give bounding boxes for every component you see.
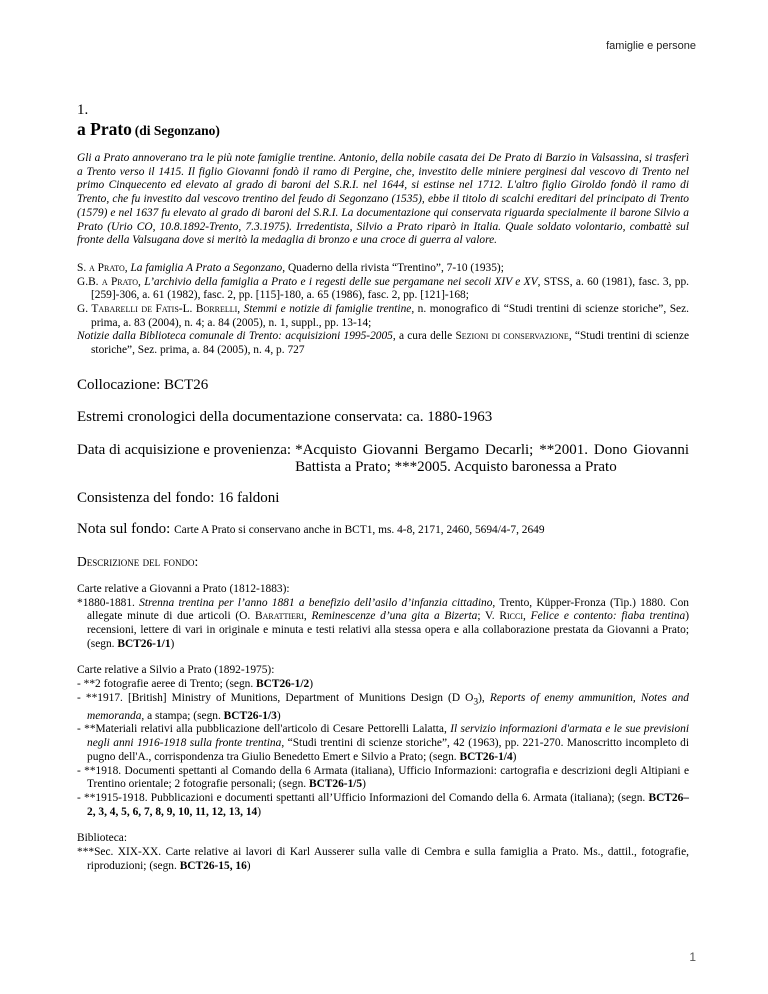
- running-header: famiglie e persone: [606, 40, 696, 52]
- bib-title: Notizie dalla Biblioteca comunale di Trento: acquisizioni 1995-2005: [77, 330, 393, 343]
- nota-label: Nota sul fondo:: [77, 520, 171, 537]
- bibliography-item: G.B. a Prato, L’archivio della famiglia a Prato e i regesti delle sue pergamane nei secoli XIV e XV, STSS, a. 60 (1981), fasc. 3, pp. [259]-306, a. 61 (1982), fasc. 2, pp. [115]-180, a. 65 (1986), fasc. 2, pp. [121]-168;: [77, 275, 689, 302]
- section-title: Carte relative a Silvio a Prato (1892-1975):: [77, 664, 275, 677]
- field-acquisizione: [77, 442, 689, 476]
- page-number: 1: [689, 950, 696, 964]
- list-item: - **2 fotografie aeree di Trento; (segn. BCT26-1/2): [77, 678, 314, 691]
- field-nota: [77, 521, 689, 539]
- list-item: - **1917. [British] Ministry of Munitions, Department of Munitions Design (D $O_3$), Reports of enemy ammunition, Notes and memoranda, a stampa; (segn. BCT26-1/3): [77, 691, 689, 722]
- section-silvio: [77, 664, 689, 819]
- shelfmark: BCT26-1/4: [459, 750, 513, 763]
- list-item: - **Materiali relativi alla pubblicazione dell'articolo di Cesare Pettorelli Lalatta, Il servizio informazioni d'armata e le sue previsioni negli anni 1916-1918 sulla fronte trentina, “Studi trentini di scienze storiche”, 42 (1963), pp. 221-270. Manoscritto incompleto di pugno dell'A., corrispondenza tra Giulio Benedetto Emert e Silvio a Prato; (segn. BCT26-1/4): [77, 723, 690, 763]
- entry-title: [77, 119, 689, 142]
- bib-author: G. Tabarelli de Fatis-L. Borrelli: [77, 303, 238, 316]
- list-item: ***Sec. XIX-XX. Carte relative ai lavori di Karl Ausserer sulla valle di Cembra e sulla famiglia a Prato. Ms., dattil., fotografie, riproduzioni; (segn. BCT26-15, 16): [77, 846, 689, 872]
- bibliography: [77, 262, 689, 358]
- bib-title: La famiglia A Prato a Segonzano: [130, 261, 283, 274]
- entry-name: a Prato: [77, 119, 132, 139]
- field-consistenza: Consistenza del fondo: 16 faldoni: [77, 489, 280, 506]
- nota-value: Carte A Prato si conservano anche in BCT1, ms. 4-8, 2171, 2460, 5694/4-7, 2649: [174, 523, 545, 536]
- description-heading: Descrizione del fondo:: [77, 553, 199, 569]
- shelfmark: BCT26-1/3: [223, 709, 277, 722]
- bib-title: Stemmi e notizie di famiglie trentine: [243, 303, 412, 316]
- shelfmark: BCT26-15, 16: [179, 859, 247, 872]
- bib-author: S. a Prato: [77, 261, 125, 274]
- shelfmark: BCT26-1/2: [256, 678, 310, 691]
- list-item: - **1918. Documenti spettanti al Comando della 6 Armata (italiana), Ufficio Informazioni: cartografia e descrizioni degli Altipiani e Trentino orientale; 2 fotografie personali; (segn. BCT26-1/5): [77, 764, 689, 791]
- section-biblioteca: [77, 832, 689, 873]
- entry-number: 1.: [77, 102, 89, 118]
- section-title: Biblioteca:: [77, 832, 127, 845]
- entry-subtitle: (di Segonzano): [134, 123, 220, 138]
- acquisizione-value: *Acquisto Giovanni Bergamo Decarli; **2001. Dono Giovanni Battista a Prato; ***2005. Acquisto baronessa a Prato: [295, 441, 689, 475]
- shelfmark: BCT26-1/5: [308, 778, 363, 791]
- section-giovanni: [77, 583, 689, 652]
- acquisizione-label: Data di acquisizione e provenienza:: [77, 441, 292, 458]
- bib-author: G.B. a Prato: [77, 275, 139, 288]
- field-estremi-cronologici: Estremi cronologici della documentazione conservata: ca. 1880-1963: [77, 408, 493, 425]
- field-collocazione: Collocazione: BCT26: [77, 376, 209, 393]
- bibliography-item: S. a Prato, La famiglia A Prato a Segonzano, Quaderno della rivista “Trentino”, 7-10 (1935);: [77, 261, 504, 274]
- entry-intro: Gli a Prato annoverano tra le più note famiglie trentine. Antonio, della nobile casata dei De Prato di Barzio in Valsassina, si trasferì a Trento verso il 1415. Il figlio Giovanni fondò il ramo di Pergine, che, investito delle miniere perginesi dal vescovo di Trento nel primo Cinquecento ed elevato al grado di baroni del S.R.I. nel 1644, si estinse nel 1712. L'altro figlio Giroldo fondò il ramo di Trento, che fu investito dal vescovo trentino del feudo di Segonzano (1535), ebbe il titolo di scalchi ereditari del principato di Trento (1579) e nel 1637 fu elevato al grado di baroni del S.R.I. La documentazione qui conservata riguarda specialmente il barone Silvio a Prato (Urio CO, 10.8.1892-Trento, 7.3.1975). Irredentista, Silvio a Prato riparò in Italia. Quale soldato volontario, combattè sul fronte della Valsugana dove si meritò la medaglia di bronzo e una croce di guerra al valore.: [77, 152, 689, 247]
- list-item: - **1915-1918. Pubblicazioni e documenti spettanti all’Ufficio Informazioni del Comando della 6. Armata (italiana); (segn. BCT26–2, 3, 4, 5, 6, 7, 8, 9, 10, 11, 12, 13, 14): [77, 791, 689, 818]
- section-title: Carte relative a Giovanni a Prato (1812-1883):: [77, 582, 290, 595]
- bibliography-item: G. Tabarelli de Fatis-L. Borrelli, Stemmi e notizie di famiglie trentine, n. monografico di “Studi trentini di scienze storiche”, Sez. prima, a. 83 (2004), n. 4; a. 84 (2005), n. 1, suppl., pp. 13-14;: [77, 303, 689, 329]
- shelfmark: BCT26-1/1: [117, 637, 171, 650]
- bibliography-item: Notizie dalla Biblioteca comunale di Trento: acquisizioni 1995-2005, a cura delle Sezioni di conservazione, “Studi trentini di scienze storiche”, Sez. prima, a. 84 (2005), n. 4, p. 727: [77, 330, 689, 357]
- list-item: *1880-1881. Strenna trentina per l’anno 1881 a benefizio dell’asilo d’infanzia cittadino, Trento, Küpper-Fronza (Tip.) 1880. Con allegate minute di due articoli (O. Barattieri, Reminescenze d’una gita a Bizerta; V. Ricci, Felice e contento: fiaba trentina) recensioni, lettere di vari in originale e minuta e testi relativi alla stessa opera e alla collaborazione prestata da Giovanni a Prato; (segn. BCT26-1/1): [77, 596, 690, 650]
- page-content: [77, 101, 689, 873]
- bib-title: L’archivio della famiglia a Prato e i regesti delle sue pergamane nei secoli XIV e XV: [144, 275, 538, 288]
- shelfmark: BCT26–2, 3, 4, 5, 6, 7, 8, 9, 10, 11, 12, 13, 14: [87, 791, 689, 818]
